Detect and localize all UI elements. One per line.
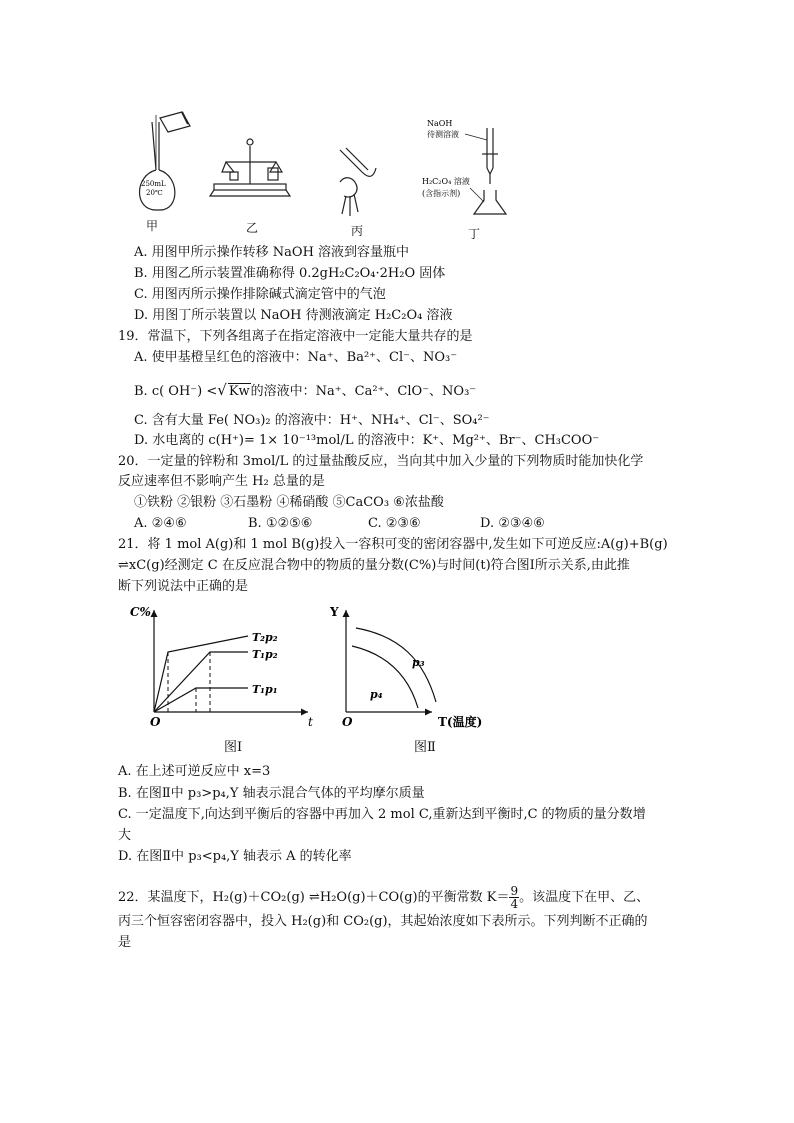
naoh-label-2: 待测溶液 [427,130,459,139]
q18-option-a: A. 用图甲所示操作转移 NaOH 溶液到容量瓶中 [134,245,410,260]
figure-2 [320,600,510,735]
q19-b-suffix: 的溶液中：Na⁺、Ca²⁺、ClO⁻、NO₃⁻ [250,384,477,399]
balance-drawing [210,139,290,196]
q18-option-c: C. 用图丙所示操作排除碱式滴定管中的气泡 [134,287,386,302]
q19-option-d: D. 水电离的 c(H⁺)= 1× 10⁻¹³mol/L 的溶液中：K⁺、Mg²⁺、Br⁻、CH₃COO⁻ [134,433,600,448]
fig2-ylabel: Y [330,605,339,619]
figure-1 [128,600,328,735]
figure-1-plot [128,600,328,735]
q22-line-2: 丙三个恒容密闭容器中，投入 H₂(g)和 CO₂(g)，其起始浓度如下表所示。下列判断不正确的 [118,914,648,929]
q21-option-b: B. 在图Ⅱ中 p₃>p₄,Y 轴表示混合气体的平均摩尔质量 [118,786,425,801]
figure-2-plot [320,600,510,735]
q22-line-1b: 。该温度下在甲、乙、 [519,890,650,905]
q20-option-a: A. ②④⑥ [134,516,187,531]
q21-stem-1: 21．将 1 mol A(g)和 1 mol B(g)投入一容积可变的密闭容器中,发生如下可逆反应:A(g)+B(g) [118,537,668,552]
k-denominator: 4 [510,897,519,911]
flask-mark-volume: 250mL [141,180,166,188]
fig2-label-p4: p₄ [370,688,383,701]
q19-option-c: C. 含有大量 Fe( NO₃)₂ 的溶液中：H⁺、NH₄⁺、Cl⁻、SO₄²⁻ [134,413,490,428]
q21-option-d: D. 在图Ⅱ中 p₃<p₄,Y 轴表示 A 的转化率 [118,849,352,864]
q20-option-b: B. ①②⑤⑥ [248,516,313,531]
fig1-xlabel: t [308,715,313,729]
fig1-label-t1p2: T₁p₂ [252,648,278,661]
flask-mark-temp: 20℃ [146,189,163,197]
label-bing: 丙 [351,224,364,238]
fig1-origin: O [150,715,161,729]
label-ding: 丁 [468,227,481,241]
q22-line-3: 是 [118,935,132,950]
q21-option-c-1: C. 一定温度下,向达到平衡后的容器中再加入 2 mol C,重新达到平衡时,C 的物质的量分数增 [118,807,646,822]
label-jia: 甲 [146,219,159,233]
naoh-label-1: NaOH [427,119,453,128]
q20-option-c: C. ②③⑥ [368,516,421,531]
q19-option-b: B. c( OH⁻) <√ Kw的溶液中：Na⁺、Ca²⁺、ClO⁻、NO₃⁻ [134,381,477,399]
q19-stem: 19．常温下，下列各组离子在指定溶液中一定能大量共存的是 [118,329,473,344]
q21-option-c-2: 大 [118,828,132,843]
q20-option-d: D. ②③④⑥ [480,516,545,531]
equilibrium-constant-fraction [509,885,519,910]
acid-label-1: H₂C₂O₄ 溶液 [422,177,470,186]
q20-stem-2: 反应速率但不影响产生 H₂ 总量的是 [118,474,325,489]
acid-label-2: (含指示剂) [422,189,461,198]
fig2-xlabel: T(温度) [438,715,483,729]
q19-b-prefix: B. c( OH⁻) < [134,384,218,399]
fig1-ylabel: C% [130,605,151,619]
fig2-caption: 图Ⅱ [414,740,436,755]
q19-option-a: A. 使甲基橙呈红色的溶液中：Na⁺、Ba²⁺、Cl⁻、NO₃⁻ [134,350,458,365]
fig1-label-t2p2: T₂p₂ [252,631,278,644]
q20-items: ①铁粉 ②银粉 ③石墨粉 ④稀硝酸 ⑤CaCO₃ ⑥浓盐酸 [134,495,444,510]
titration-drawing [465,128,506,214]
fig2-origin: O [342,715,353,729]
q18-option-b: B. 用图乙所示装置准确称得 0.2gH₂C₂O₄·2H₂O 固体 [134,266,446,281]
q22-line-1 [118,884,649,912]
q22-line-1a: 22．某温度下，H₂(g)＋CO₂(g) ⇌H₂O(g)＋CO(g)的平衡常数 K＝ [118,890,510,905]
fig2-label-p3: p₃ [412,656,425,669]
burette-bubble-drawing [340,148,376,216]
q18-option-d: D. 用图丁所示装置以 NaOH 待测液滴定 H₂C₂O₄ 溶液 [134,308,453,323]
fig2-curve-p4 [352,646,418,708]
label-yi: 乙 [246,221,259,235]
fig1-caption: 图Ⅰ [224,740,243,755]
k-numerator: 9 [510,884,519,898]
q19-b-sqrt: Kw [228,384,250,399]
fig1-label-t1p1: T₁p₁ [252,683,278,696]
q20-stem-1: 20．一定量的锌粉和 3mol/L 的过量盐酸反应，当向其中加入少量的下列物质时能加快化学 [118,454,644,469]
q21-stem-2: ⇌xC(g)经测定 C 在反应混合物中的物质的量分数(C%)与时间(t)符合图Ⅰ所示关系,由此推 [118,558,630,573]
q21-stem-3: 断下列说法中正确的是 [118,579,249,594]
q21-option-a: A. 在上述可逆反应中 x=3 [118,764,271,779]
